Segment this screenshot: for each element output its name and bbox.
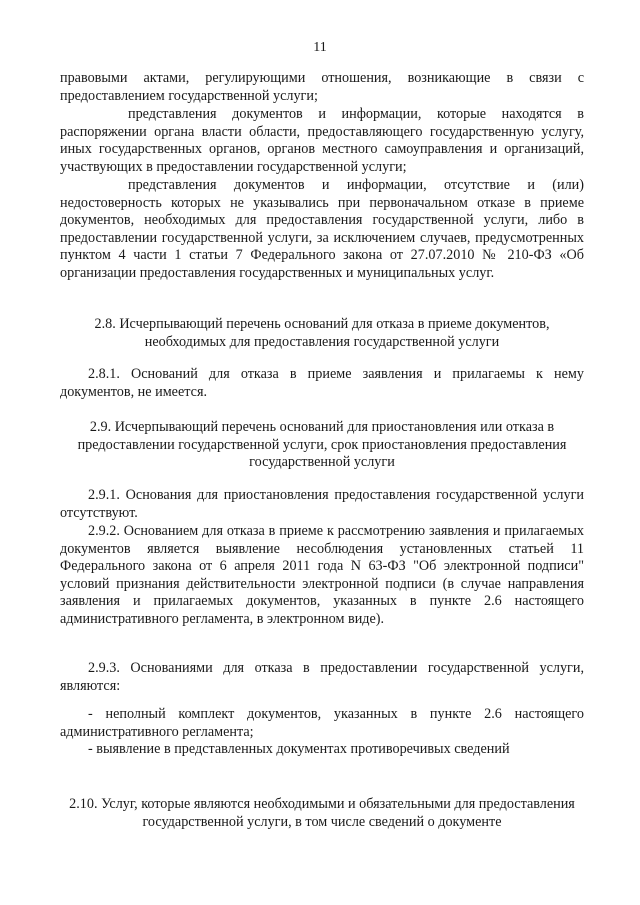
heading-2-10: 2.10. Услуг, которые являются необходимыми и обязательными для предоставления государственной услуги, в том числе сведений о документе <box>69 796 575 830</box>
paragraph-legal-acts: правовыми актами, регулирующими отношения, возникающие в связи с предоставлением государственной услуги; <box>60 70 584 104</box>
heading-2-9: 2.9. Исчерпывающий перечень оснований для приостановления или отказа в предоставлении государственной услуги, срок приостановления предоставления государственной услуги <box>77 419 567 471</box>
list-item-incomplete-set: - неполный комплект документов, указанных в пункте 2.6 настоящего административного регламента; <box>60 706 584 740</box>
list-item-contradictory-info: - выявление в представленных документах противоречивых сведений <box>88 741 510 757</box>
paragraph-2-9-3: 2.9.3. Основаниями для отказа в предоставлении государственной услуги, являются: <box>60 660 584 694</box>
page-number: 11 <box>313 40 327 55</box>
paragraph-documents-in-possession: представления документов и информации, которые находятся в распоряжении органа власти области, предоставляющего государственную услугу, иных государственных органов, органов местного самоуправления и организаций, участвующих в предоставлении государственной услуги; <box>60 106 584 175</box>
paragraph-2-9-2: 2.9.2. Основанием для отказа в приеме к рассмотрению заявления и прилагаемых документов является выявление несоблюдения установленных статьей 11 Федерального закона от 6 апреля 2011 года N 63-ФЗ "Об электронной подписи" условий признания действительности электронной подписи (в случае направления заявления и прилагаемых документов, указанных в пункте 2.6 настоящего административного регламента, в электронном виде). <box>60 523 584 627</box>
paragraph-2-9-1: 2.9.1. Основания для приостановления предоставления государственной услуги отсутствуют. <box>60 487 584 521</box>
paragraph-2-8-1: 2.8.1. Оснований для отказа в приеме заявления и прилагаемы к нему документов, не имеется. <box>60 366 584 400</box>
heading-2-8: 2.8. Исчерпывающий перечень оснований для отказа в приеме документов, необходимых для предоставления государственной услуги <box>94 316 550 350</box>
paragraph-documents-absent: представления документов и информации, отсутствие и (или) недостоверность которых не указывались при первоначальном отказе в приеме документов, необходимых для предоставления государственной услуги, либо в предоставлении государственной услуги, за исключением случаев, предусмотренных пунктом 4 части 1 статьи 7 Федерального закона от 27.07.2010 № 210-ФЗ «Об организации предоставления государственных и муниципальных услуг. <box>60 177 584 281</box>
